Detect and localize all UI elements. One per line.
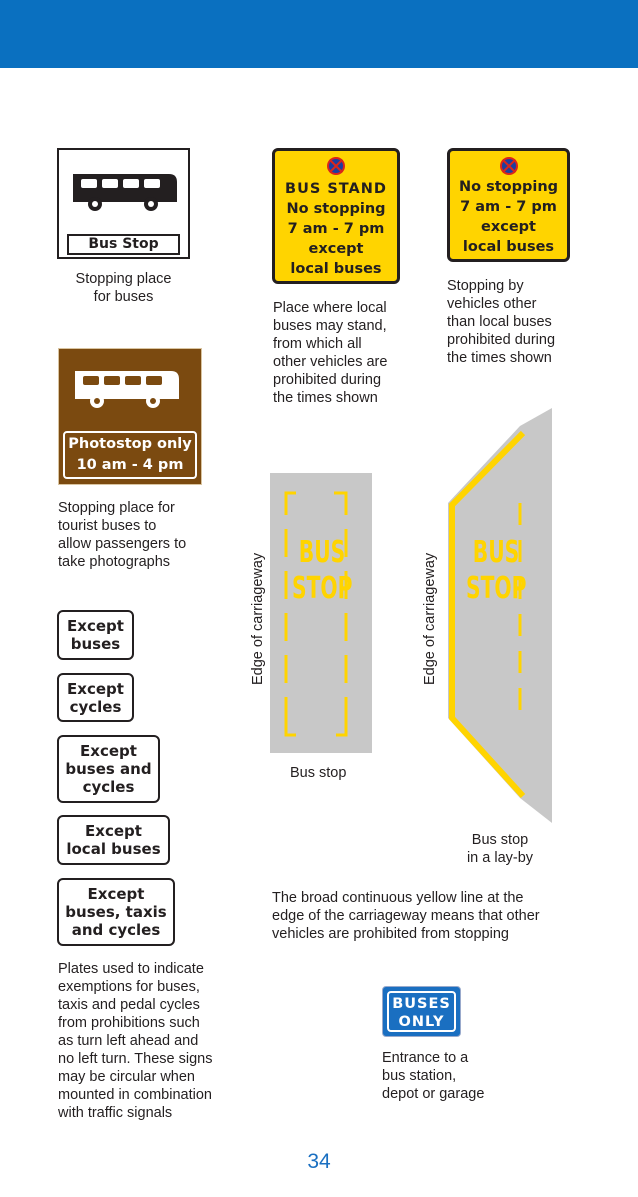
bus-icon xyxy=(71,170,179,214)
layby-road-marking xyxy=(440,408,555,823)
no-stopping-caption: Stopping by vehicles other than local buses prohibited during the times shown xyxy=(447,278,556,366)
layby-caption: Bus stop in a lay-by xyxy=(466,832,534,866)
photostop-text: Photostop only 10 am - 4 pm xyxy=(63,431,197,479)
plate-except-local-buses: Except local buses xyxy=(57,815,170,865)
plates-caption: Plates used to indicate exemptions for buses, taxis and pedal cycles from prohibitions such as turn left ahead and no left turn. These signs may be circular when mounted in combination with traffic signals xyxy=(58,961,213,1121)
photostop-sign xyxy=(58,348,202,485)
buses-only-caption: Entrance to a bus station, depot or garage xyxy=(382,1050,485,1102)
bus-stop-box-outline xyxy=(270,473,372,753)
bus-stand-caption: Place where local buses may stand, from which all other vehicles are prohibited during the times shown xyxy=(273,300,388,406)
plate-except-cycles: Except cycles xyxy=(57,673,134,722)
edge-of-carriageway-label: Edge of carriageway xyxy=(250,552,266,685)
header-bar xyxy=(0,0,638,68)
bus-icon xyxy=(73,367,181,411)
plate-except-buses-taxis-cycles: Except buses, taxis and cycles xyxy=(57,878,175,946)
bus-stop-sign xyxy=(57,148,190,259)
bus-stand-sign: BUS STAND No stopping 7 am - 7 pm except local buses xyxy=(272,148,400,284)
bus-stop-road-marking xyxy=(270,473,372,753)
photostop-caption: Stopping place for tourist buses to allow passengers to take photographs xyxy=(58,500,187,570)
bus-stop-caption: Stopping place for buses xyxy=(75,271,172,305)
bus-stop-caption-road: Bus stop xyxy=(290,765,347,781)
plate-except-buses-and-cycles: Except buses and cycles xyxy=(57,735,160,803)
edge-of-carriageway-label: Edge of carriageway xyxy=(422,552,438,685)
layby-marking-text: BUS STOP xyxy=(466,535,527,606)
yellow-line-note: The broad continuous yellow line at the edge of the carriageway means that other vehicles are prohibited from stopping xyxy=(272,890,540,942)
bus-stop-marking-text: BUS STOP xyxy=(292,535,353,606)
page-number: 34 xyxy=(307,1150,331,1173)
plate-except-buses: Except buses xyxy=(57,610,134,660)
buses-only-sign: BUSES ONLY xyxy=(382,986,461,1037)
bus-stop-label: Bus Stop xyxy=(67,234,180,255)
no-stopping-icon xyxy=(500,157,518,175)
no-stopping-icon xyxy=(327,157,345,175)
no-stopping-sign: No stopping 7 am - 7 pm except local buses xyxy=(447,148,570,262)
